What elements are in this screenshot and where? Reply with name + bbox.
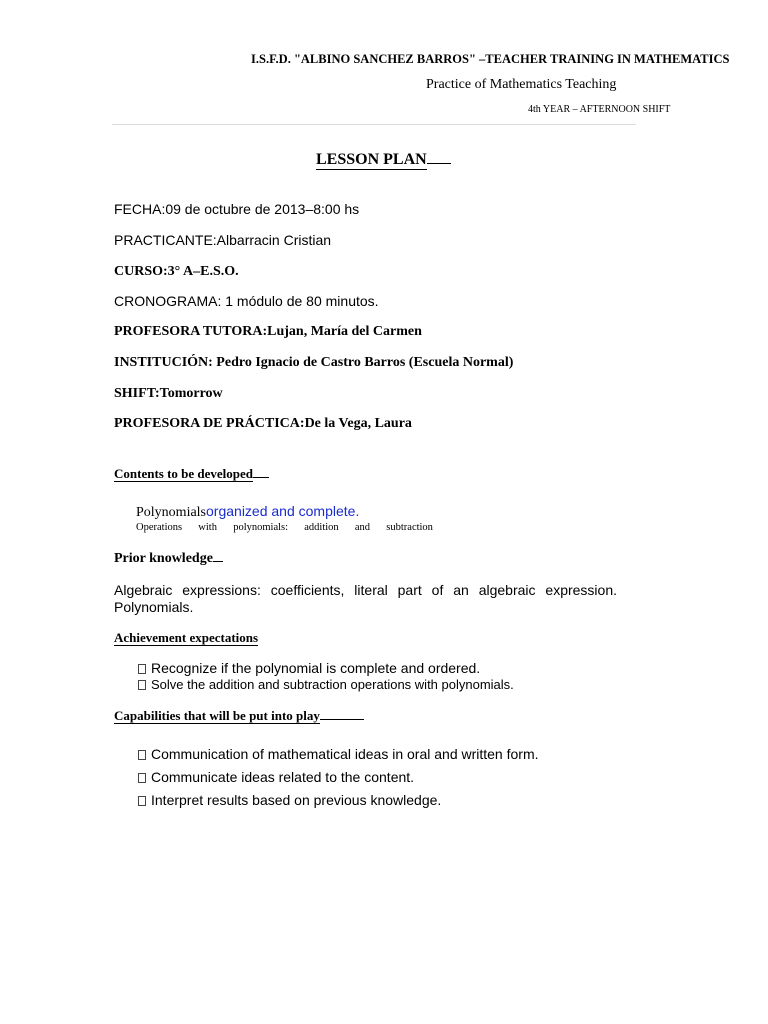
field-profesora-practica: PROFESORA DE PRÁCTICA:De la Vega, Laura	[114, 416, 412, 431]
field-fecha: FECHA:09 de octubre de 2013–8:00 hs	[114, 201, 360, 217]
list-item: Recognize if the polynomial is complete and ordered.	[138, 660, 480, 676]
heading-underline-extension	[213, 560, 223, 562]
title-underline-extension	[427, 162, 451, 164]
bullet-box-icon	[138, 664, 146, 674]
operations-word: polynomials:	[233, 522, 289, 533]
prior-knowledge-text: Algebraic expressions: coefficients, literal part of an algebraic expression. Polynomials.	[114, 582, 617, 615]
contents-item	[136, 503, 359, 521]
course-subtitle: Practice of Mathematics Teaching	[426, 77, 617, 92]
heading-underline-extension	[253, 476, 269, 478]
operations-word: subtraction	[386, 522, 433, 533]
operations-word: with	[198, 522, 217, 533]
operations-line	[136, 522, 433, 533]
bullet-box-icon	[138, 680, 146, 690]
header-divider	[112, 124, 636, 125]
field-practicante: PRACTICANTE:Albarracin Cristian	[114, 232, 332, 248]
bullet-box-icon	[138, 773, 146, 783]
list-item: Solve the addition and subtraction operations with polynomials.	[138, 677, 514, 692]
prior-knowledge-heading: Prior knowledge	[114, 551, 223, 567]
page-title: LESSON PLAN	[316, 151, 451, 170]
year-shift-label: 4th YEAR – AFTERNOON SHIFT	[528, 104, 671, 115]
list-item: Communicate ideas related to the content.	[138, 769, 414, 785]
field-curso: CURSO:3° A–E.S.O.	[114, 264, 239, 279]
list-item: Interpret results based on previous knowledge.	[138, 792, 441, 808]
field-institucion: INSTITUCIÓN: Pedro Ignacio de Castro Barros (Escuela Normal)	[114, 355, 514, 370]
achievement-heading: Achievement expectations	[114, 630, 259, 645]
heading-underline-extension	[320, 718, 364, 720]
bullet-box-icon	[138, 796, 146, 806]
field-shift: SHIFT:Tomorrow	[114, 386, 223, 401]
field-cronograma: CRONOGRAMA: 1 módulo de 80 minutos.	[114, 293, 379, 309]
bullet-box-icon	[138, 750, 146, 760]
field-profesora-tutora: PROFESORA TUTORA:Lujan, María del Carmen	[114, 324, 422, 339]
list-item: Communication of mathematical ideas in oral and written form.	[138, 746, 539, 762]
institute-header: I.S.F.D. "ALBINO SANCHEZ BARROS" –TEACHER TRAINING IN MATHEMATICS	[251, 52, 730, 66]
operations-word: Operations	[136, 522, 183, 533]
capabilities-heading: Capabilities that will be put into play	[114, 708, 364, 724]
contents-item-prefix: Polynomials	[136, 505, 207, 520]
operations-word: and	[354, 522, 371, 533]
contents-item-suffix: organized and complete.	[206, 503, 360, 519]
operations-word: addition	[304, 522, 339, 533]
contents-heading: Contents to be developed	[114, 466, 269, 482]
